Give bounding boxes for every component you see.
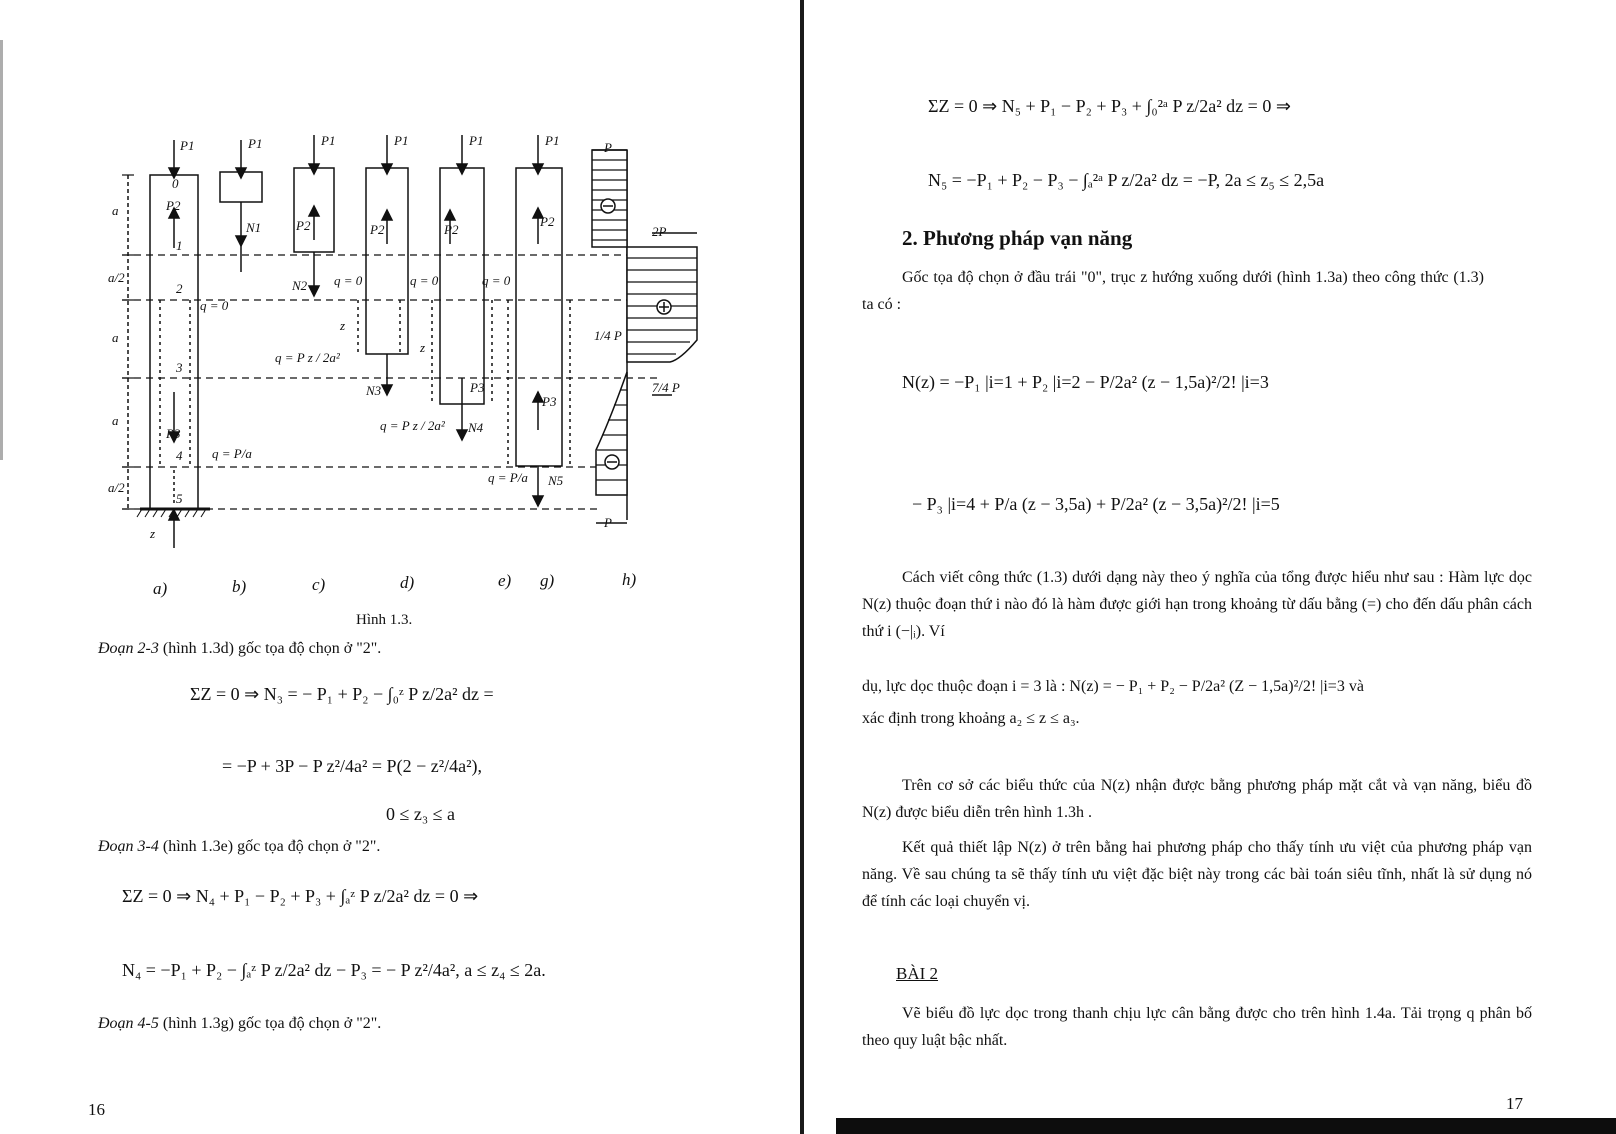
- node-2: 2: [176, 281, 183, 296]
- right-page: [804, 0, 1616, 1134]
- label-n4: N4: [468, 420, 484, 435]
- eq34-line1: ΣZ = 0 ⇒ N₄ + P₁ − P₂ + P₃ + ∫ₐᶻ P z/2a² dz = 0 ⇒: [122, 886, 479, 906]
- label-p3-a: P3: [166, 426, 181, 441]
- label-q-z-e: q = P z / 2a²: [380, 418, 445, 433]
- figure-1-3: [0, 0, 800, 620]
- label-q0-d: q = 0: [334, 273, 363, 288]
- advantage-paragraph: Kết quả thiết lập N(z) ở trên bằng hai phương pháp cho thấy tính ưu việt của phương pháp vạn năng. Về sau chúng ta sẽ thấy tính ưu việt đặc biệt này trong các bài toán siêu tĩnh, nhất là sử dụng nó để tính các loại chuyển vị.: [862, 839, 1532, 910]
- label-p2-g: P2: [540, 214, 555, 229]
- label-q-p-a: q = P/a: [212, 446, 252, 461]
- panel-label-h: h): [622, 570, 637, 589]
- section-heading: 2. Phương pháp vạn năng: [902, 226, 1133, 250]
- panel-label-c: c): [312, 575, 326, 594]
- label-q0-e: q = 0: [410, 273, 439, 288]
- dim-a-1: a: [112, 203, 119, 218]
- label-q-z-d: q = P z / 2a²: [275, 350, 340, 365]
- doan23-line: [98, 640, 381, 658]
- eq23-line1: ΣZ = 0 ⇒ N₃ = − P₁ + P₂ − ∫₀ᶻ P z/2a² dz =: [190, 684, 494, 704]
- explanation-range: xác định trong khoảng a₂ ≤ z ≤ a₃.: [862, 710, 1080, 727]
- formula-row-1: N(z) = −P₁ |i=1 + P₂ |i=2 − P/2a² (z − 1,5a)²/2! |i=3: [902, 372, 1269, 392]
- eq23-line2: = −P + 3P − P z²/4a² = P(2 − z²/4a²),: [222, 756, 482, 776]
- panel-label-a: a): [153, 579, 168, 598]
- figure-caption: Hình 1.3.: [356, 612, 413, 628]
- label-n2: N2: [292, 278, 308, 293]
- panel-g-bar: [508, 135, 570, 506]
- label-p3-e: P3: [470, 380, 485, 395]
- panel-b-bar: [220, 140, 262, 272]
- doan34-title: Đoạn 3-4: [98, 838, 159, 855]
- node-4: 4: [176, 448, 183, 463]
- diagram-paragraph: Trên cơ sở các biểu thức của N(z) nhận được bằng phương pháp mặt cắt và vạn năng, biểu đồ N(z) được biểu diễn trên hình 1.3h .: [862, 777, 1532, 821]
- label-p1-c: P1: [321, 133, 336, 148]
- eq-top-line2: N₅ = −P₁ + P₂ − P₃ − ∫ₐ²ᵃ P z/2a² dz = −P, 2a ≤ z₅ ≤ 2,5a: [928, 170, 1325, 190]
- node-5: 5: [176, 491, 183, 506]
- page-bottom-edge: [836, 1118, 1616, 1134]
- node-0: 0: [172, 176, 179, 191]
- panel-c-bar: [294, 135, 334, 296]
- label-n3: N3: [366, 383, 382, 398]
- h-label-q1: 1/4 P: [594, 328, 622, 343]
- label-q0-g: q = 0: [482, 273, 511, 288]
- dim-a-2: a: [112, 330, 119, 345]
- label-z-axis: z: [150, 526, 156, 541]
- exercise-title: BÀI 2: [896, 964, 939, 983]
- label-p1-b: P1: [248, 136, 263, 151]
- label-p1-d: P1: [394, 133, 409, 148]
- dim-a-3: a: [112, 413, 119, 428]
- label-n1: N1: [246, 220, 262, 235]
- label-p1-a: P1: [180, 138, 195, 153]
- eq-top-line1: ΣZ = 0 ⇒ N₅ + P₁ − P₂ + P₃ + ∫₀²ᵃ P z/2a² dz = 0 ⇒: [928, 96, 1291, 116]
- doan45-line: [98, 1015, 381, 1033]
- panel-label-g: g): [540, 571, 555, 590]
- exercise-text: Vẽ biểu đồ lực dọc trong thanh chịu lực cân bằng được cho trên hình 1.4a. Tải trọng q phân bố theo quy luật bậc nhất.: [862, 1005, 1532, 1049]
- label-p3-g: P3: [542, 394, 557, 409]
- panel-d-bar: [358, 135, 408, 395]
- doan45-rest: (hình 1.3g) gốc tọa độ chọn ở "2".: [162, 1015, 382, 1032]
- label-n5: N5: [548, 473, 564, 488]
- node-3: 3: [176, 360, 183, 375]
- dim-a2-1: a/2: [108, 270, 125, 285]
- h-label-q7: 7/4 P: [652, 380, 680, 395]
- page-number-left: 16: [88, 1100, 105, 1119]
- label-p2-a: P2: [166, 198, 181, 213]
- doan23-title: Đoạn 2-3: [98, 640, 159, 657]
- label-p2-d: P2: [370, 222, 385, 237]
- panel-label-b: b): [232, 577, 247, 596]
- section-intro-paragraph: Gốc tọa độ chọn ở đầu trái "0", trục z hướng xuống dưới (hình 1.3a) theo công thức (1.3) ta có :: [862, 269, 1484, 313]
- label-p1-e: P1: [469, 133, 484, 148]
- doan34-rest: (hình 1.3e) gốc tọa độ chọn ở "2".: [162, 838, 381, 855]
- doan45-title: Đoạn 4-5: [98, 1015, 159, 1032]
- label-z-e: z: [420, 340, 426, 355]
- label-p1-g: P1: [545, 133, 560, 148]
- doan23-rest: (hình 1.3d) gốc tọa độ chọn ở "2".: [162, 640, 382, 657]
- label-p2-e: P2: [444, 222, 459, 237]
- h-label-p-bottom: P: [604, 515, 612, 530]
- explanation-example: dụ, lực dọc thuộc đoạn i = 3 là : N(z) = − P₁ + P₂ − P/2a² (Z − 1,5a)²/2! |i=3 và: [862, 678, 1364, 695]
- eq23-line3: 0 ≤ z₃ ≤ a: [386, 804, 456, 824]
- node-1: 1: [176, 238, 183, 253]
- eq34-line2: N₄ = −P₁ + P₂ − ∫ₐᶻ P z/2a² dz − P₃ = − P z²/4a², a ≤ z₄ ≤ 2a.: [122, 960, 546, 980]
- section-level-lines: [122, 255, 658, 509]
- label-q0-a: q = 0: [200, 298, 229, 313]
- panel-label-d: d): [400, 573, 415, 592]
- panel-label-e: e): [498, 571, 512, 590]
- h-label-2p: 2P: [652, 224, 667, 239]
- explanation-paragraph: Cách viết công thức (1.3) dưới dạng này theo ý nghĩa của tổng được hiểu như sau : Hàm lực dọc N(z) thuộc đoạn thứ i nào đó là hàm được giới hạn trong khoảng từ dấu bằng (=) cho đến dấu phân cách thứ i (−|ᵢ). Ví: [862, 569, 1532, 640]
- h-label-p-top: P: [604, 140, 612, 155]
- label-z-d: z: [340, 318, 346, 333]
- page-number-right: 17: [1506, 1094, 1523, 1113]
- label-q-p-g: q = P/a: [488, 470, 528, 485]
- formula-row-2: − P₃ |i=4 + P/a (z − 3,5a) + P/2a² (z − 3,5a)²/2! |i=5: [912, 494, 1280, 514]
- doan34-line: [98, 838, 380, 856]
- label-p2-c: P2: [296, 218, 311, 233]
- dim-a2-2: a/2: [108, 480, 125, 495]
- left-page: [0, 0, 800, 1134]
